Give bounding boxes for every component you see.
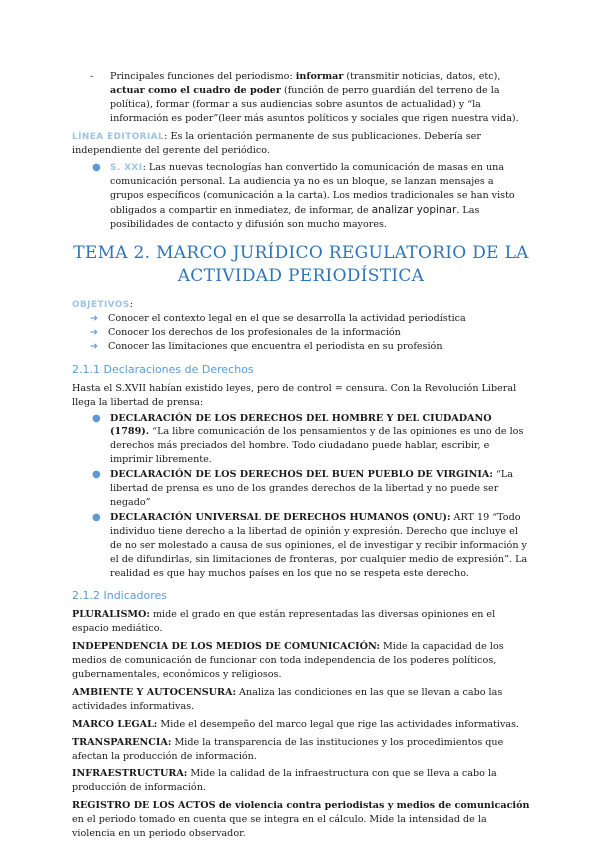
indicator-text: Mide la transparencia de las instituciones y los procedimientos que afectan la producción de información. — [72, 736, 504, 762]
declaration-text: “La libertad de prensa es uno de los grandes derechos de la libertad y no puede ser negado” — [110, 469, 513, 508]
functions-mid: (transmitir noticias, datos, etc), — [343, 71, 501, 82]
declaration-title: DECLARACIÓN DE LOS DERECHOS DEL HOMBRE Y DEL CIUDADANO (1789). — [110, 412, 492, 438]
indicator-text: Mide la calidad de la infraestructura con que se lleva a cabo la producción de información. — [72, 768, 497, 794]
functions-rest: (función de perro guardián del terreno de la política), formar (formar a sus audiencias sobre asuntos de actualidad) y “la información es poder”(leer más asuntos políticos y sociales que rigen nuestra vida). — [110, 84, 519, 124]
arrow-right-icon: ➔ — [90, 340, 99, 352]
indicator-text: Mide el desempeño del marco legal que rige las actividades informativas. — [157, 718, 520, 730]
indicator-title: INDEPENDENCIA DE LOS MEDIOS DE COMUNICACIÓN: — [72, 641, 380, 653]
indicator-text: en el periodo tomado en cuenta que se integra en el cálculo. Mide la intensidad de la violencia en un periodo observador. — [72, 814, 487, 840]
indicator-item — [72, 799, 530, 841]
indicator-item — [72, 718, 530, 732]
indicator-title: REGISTRO DE LOS ACTOS de violencia contra periodistas y medios de comunicación — [72, 800, 530, 812]
functions-bold-cuadro: actuar como el cuadro de poder — [110, 84, 281, 96]
declaration-title: DECLARACIÓN UNIVERSAL DE DERECHOS HUMANOS (ONU): — [110, 511, 451, 523]
section-211-intro: Hasta el S.XVII habían existido leyes, pero de control = censura. Con la Revolución Liberal llega la libertad de prensa: — [72, 382, 517, 408]
objetivos-list — [72, 312, 530, 354]
bullet-icon: ● — [92, 511, 101, 523]
declaration-title: DECLARACIÓN DE LOS DERECHOS DEL BUEN PUEBLO DE VIRGINIA: — [110, 469, 493, 481]
indicator-text: mide el grado en que están representadas las diversas opiniones en el espacio mediático. — [72, 609, 496, 635]
indicator-item — [72, 736, 530, 764]
sxxi-text-b: analizar yopinar — [371, 204, 457, 217]
sxxi-item — [72, 161, 530, 232]
bullet-icon: ● — [92, 412, 101, 424]
objetivo-text: Conocer las limitaciones que encuentra el periodista en su profesión — [108, 340, 443, 352]
indicators-list — [72, 608, 530, 841]
indicator-item — [72, 686, 530, 714]
linea-editorial-paragraph — [72, 130, 530, 158]
functions-list — [72, 70, 530, 126]
sxxi-text-a: : Las nuevas tecnologías han convertido la comunicación de masas en una comunicación personal. La audiencia ya no es un bloque, se lanzan mensajes a grupos específicos (comunicación a la carta). Los medios tradicionales se han visto obligados a compartir en inmediatez, de informar, de — [110, 162, 515, 217]
declaration-text: ART 19 “Todo individuo tiene derecho a la libertad de opinión y expresión. Derecho que incluye el de no ser molestado a causa de sus opiniones, el de investigar y recibir información y el de difundirlas, sin limitaciones de fronteras, por cualquier medio de expresión”. La realidad es que hay muchos países en los que no se respeta este derecho. — [110, 511, 528, 579]
indicator-item — [72, 767, 530, 795]
objetivo-item — [72, 340, 530, 354]
indicator-title: INFRAESTRUCTURA: — [72, 768, 188, 780]
sxxi-text-c: . Las posibilidades de contacto y difusión son mucho mayores. — [110, 205, 480, 231]
declaration-text: “La libre comunicación de los pensamientos y de las opiniones es uno de los derechos más preciados del hombre. Todo ciudadano puede hablar, escribir, e imprimir libremente. — [110, 426, 524, 466]
functions-bold-informar: informar — [295, 71, 344, 82]
linea-editorial-text: : Es la orientación permanente de sus publicaciones. Debería ser independiente del gerente del periódico. — [72, 130, 481, 156]
indicator-title: PLURALISMO: — [72, 609, 150, 621]
declaration-item — [72, 511, 530, 581]
arrow-right-icon: ➔ — [90, 313, 99, 325]
indicator-item — [72, 608, 530, 636]
bullet-icon: ● — [92, 162, 101, 174]
sxxi-list — [72, 161, 530, 232]
objetivos-label: OBJETIVOS — [72, 300, 130, 311]
section-211-heading: 2.1.1 Declaraciones de Derechos — [72, 362, 254, 376]
tema-title: TEMA 2. MARCO JURÍDICO REGULATORIO DE LA ACTIVIDAD PERIODÍSTICA — [73, 243, 529, 287]
indicator-title: AMBIENTE Y AUTOCENSURA: — [72, 686, 236, 698]
indicator-title: MARCO LEGAL: — [72, 718, 158, 730]
indicator-item — [72, 640, 530, 682]
linea-editorial-label: LÍNEA EDITORIAL — [72, 131, 165, 142]
indicator-title: TRANSPARENCIA: — [72, 736, 172, 748]
objetivo-item — [72, 326, 530, 340]
objetivos-label-line: OBJETIVOS: — [72, 299, 133, 311]
functions-prefix: Principales funciones del periodismo: — [110, 71, 296, 82]
declaration-item — [72, 412, 530, 468]
declaration-item — [72, 468, 530, 510]
arrow-right-icon: ➔ — [90, 326, 99, 338]
bullet-icon: ● — [92, 469, 101, 481]
objetivo-item — [72, 312, 530, 326]
declarations-list — [72, 412, 530, 581]
objetivo-text: Conocer el contexto legal en el que se desarrolla la actividad periodística — [108, 313, 466, 325]
indicator-text: Mide la capacidad de los medios de comunicación de funcionar con toda independencia de los poderes políticos, gubernamentales, económicos y religiosos. — [72, 641, 504, 680]
section-212-heading: 2.1.2 Indicadores — [72, 589, 168, 603]
indicator-text: Analiza las condiciones en las que se llevan a cabo las actividades informativas. — [72, 686, 503, 712]
objetivo-text: Conocer los derechos de los profesionales de la información — [108, 326, 401, 338]
functions-item — [72, 70, 530, 126]
sxxi-label: S. XXI — [110, 163, 143, 174]
